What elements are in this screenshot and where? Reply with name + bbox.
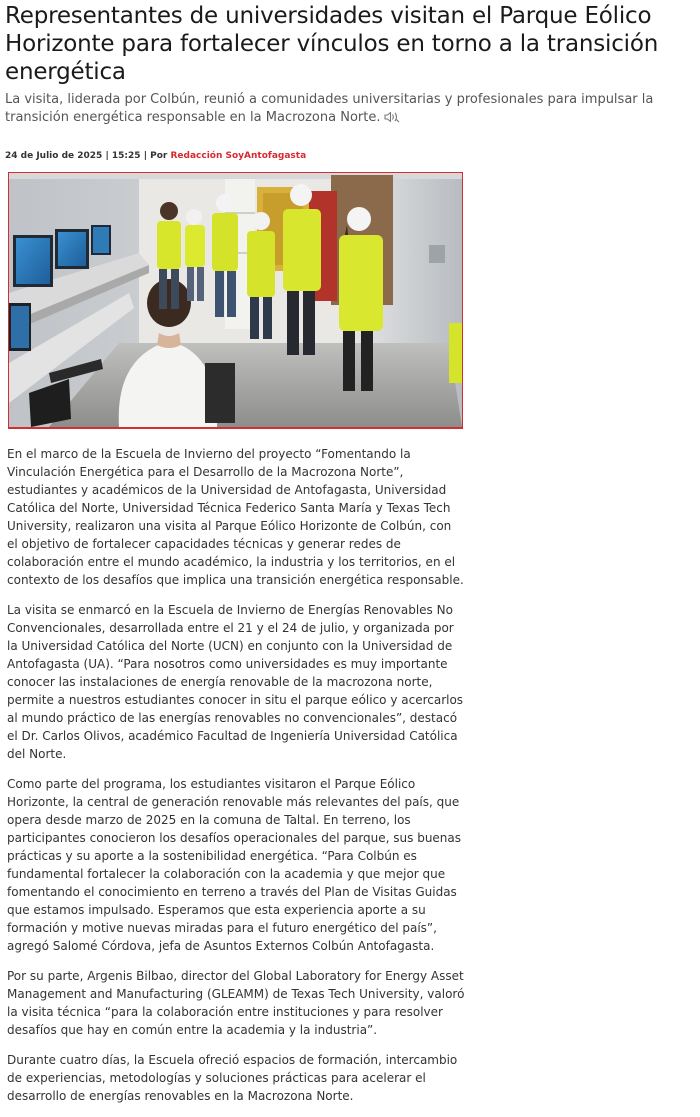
article-photo <box>8 172 463 429</box>
article-photo-illustration <box>9 173 462 427</box>
byline-separator: | <box>105 151 109 161</box>
article-subtitle-text: La visita, liderada por Colbún, reunió a comunidades universitarias y profesionales para impulsar la transición energética responsable en la Macrozona Norte. <box>5 92 654 125</box>
byline-separator: | <box>143 151 147 161</box>
article-headline: Representantes de universidades visitan el Parque Eólico Horizonte para fortalecer vínculos en torno a la transición energética <box>5 3 659 85</box>
byline-author-link[interactable]: Redacción SoyAntofagasta <box>170 151 307 161</box>
article-body <box>7 445 465 1117</box>
article-paragraph: Como parte del programa, los estudiantes visitaron el Parque Eólico Horizonte, la central de generación renovable más relevantes del país, que opera desde marzo de 2025 en la comuna de Taltal. En terreno, los participantes conocieron los desafíos operacionales del parque, sus buenas prácticas y su aporte a la sostenibilidad energética. “Para Colbún es fundamental fortalecer la colaboración con la academia y que mejor que fomentando el conocimiento en terreno a través del Plan de Visitas Guidas que estamos impulsado. Esperamos que esta experiencia aporte a su formación y motive nuevas miradas para el futuro energético del país”, agregó Salomé Córdova, jefa de Asuntos Externos Colbún Antofagasta. <box>7 777 462 953</box>
byline-time: 15:25 <box>111 151 141 161</box>
byline-prefix: Por <box>150 151 168 161</box>
article-subtitle <box>5 91 697 129</box>
byline-date: 24 de Julio de 2025 <box>5 151 103 161</box>
article-paragraph: Durante cuatro días, la Escuela ofreció espacios de formación, intercambio de experiencias, metodologías y soluciones prácticas para acelerar el desarrollo de energías renovables en la Macrozona Norte. <box>7 1053 458 1103</box>
article-paragraph: La visita se enmarcó en la Escuela de Invierno de Energías Renovables No Convencionales, desarrollada entre el 21 y el 24 de julio, y organizada por la Universidad Católica del Norte (UCN) en conjunto con la Universidad de Antofagasta (UA). “Para nosotros como universidades es muy importante conocer las instalaciones de energía renovable de la macrozona norte, permite a nuestros estudiantes conocer in situ el parque eólico y acercarlos al mundo práctico de las energías renovables no convencionales”, destacó el Dr. Carlos Olivos, académico Facultad de Ingeniería Universidad Católica del Norte. <box>7 603 464 761</box>
article-byline <box>5 151 306 161</box>
audio-listen-icon[interactable] <box>384 111 400 129</box>
article-paragraph: Por su parte, Argenis Bilbao, director del Global Laboratory for Energy Asset Management and Manufacturing (GLEAMM) de Texas Tech University, valoró la visita técnica “para la colaboración entre instituciones y para resolver desafíos que hay en común entre la academia y la industria”. <box>7 969 465 1037</box>
article-paragraph: En el marco de la Escuela de Invierno del proyecto “Fomentando la Vinculación Energética para el Desarrollo de la Macrozona Norte”, estudiantes y académicos de la Universidad de Antofagasta, Universidad Católica del Norte, Universidad Técnica Federico Santa María y Texas Tech University, realizaron una visita al Parque Eólico Horizonte de Colbún, con el objetivo de fortalecer capacidades técnicas y generar redes de colaboración entre el mundo académico, la industria y los territorios, en el contexto de los desafíos que implica una transición energética responsable. <box>7 447 464 587</box>
